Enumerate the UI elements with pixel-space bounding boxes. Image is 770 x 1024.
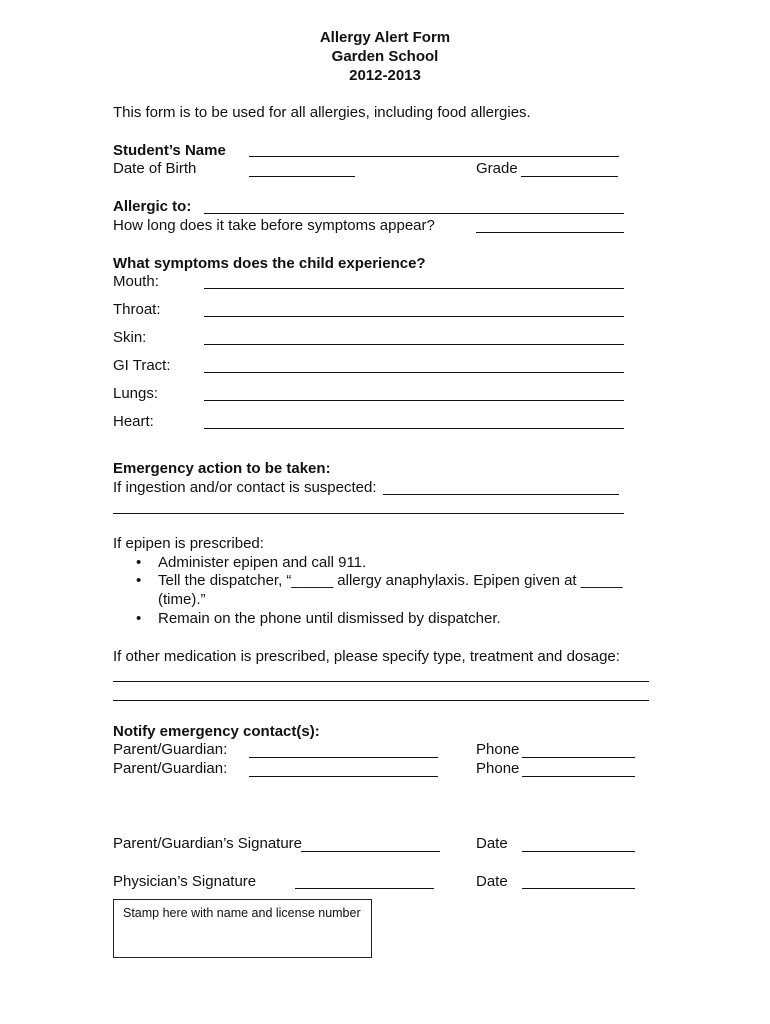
phone-1-field[interactable]: [522, 757, 635, 758]
parent-guardian-2-field[interactable]: [249, 776, 438, 777]
parent-date-label: Date: [476, 835, 508, 852]
other-medication-field-2[interactable]: [113, 700, 649, 701]
parent-date-field[interactable]: [522, 851, 635, 852]
parent-guardian-2-label: Parent/Guardian:: [113, 760, 228, 777]
intro-text: This form is to be used for all allergies, including food allergies.: [113, 104, 531, 121]
symptoms-heading: What symptoms does the child experience?: [113, 255, 426, 272]
symptom-label-skin: Skin:: [113, 329, 147, 346]
parent-signature-label: Parent/Guardian’s Signature: [113, 835, 303, 852]
form-title: Allergy Alert Form: [319, 29, 451, 46]
other-medication-label: If other medication is prescribed, please specify type, treatment and dosage:: [113, 648, 620, 665]
phone-2-label: Phone: [476, 760, 520, 777]
allergic-to-label: Allergic to:: [113, 198, 192, 215]
onset-question: How long does it take before symptoms appear?: [113, 217, 435, 234]
physician-signature-label: Physician’s Signature: [113, 873, 257, 890]
symptom-label-gi-tract: GI Tract:: [113, 357, 171, 374]
symptom-field-skin[interactable]: [204, 344, 624, 345]
grade-field[interactable]: [521, 176, 618, 177]
epipen-step-remain: Remain on the phone until dismissed by dispatcher.: [158, 610, 501, 627]
emergency-heading: Emergency action to be taken:: [113, 460, 331, 477]
stamp-label: Stamp here with name and license number: [123, 906, 361, 920]
symptom-label-throat: Throat:: [113, 301, 161, 318]
physician-date-field[interactable]: [522, 888, 635, 889]
phone-1-label: Phone: [476, 741, 520, 758]
ingestion-label: If ingestion and/or contact is suspected:: [113, 479, 377, 496]
physician-date-label: Date: [476, 873, 508, 890]
symptom-label-lungs: Lungs:: [113, 385, 159, 402]
epipen-step-administer: Administer epipen and call 911.: [158, 554, 367, 571]
symptom-field-heart[interactable]: [204, 428, 624, 429]
parent-signature-field[interactable]: [301, 851, 440, 852]
bullet-icon: •: [136, 610, 142, 627]
epipen-step-dispatcher-continued: (time).”: [158, 591, 206, 608]
symptom-field-lungs[interactable]: [204, 400, 624, 401]
physician-signature-field[interactable]: [295, 888, 434, 889]
bullet-icon: •: [136, 554, 142, 571]
symptom-label-heart: Heart:: [113, 413, 154, 430]
other-medication-field-1[interactable]: [113, 681, 649, 682]
student-name-field[interactable]: [249, 156, 619, 157]
dob-label: Date of Birth: [113, 160, 197, 177]
parent-guardian-1-label: Parent/Guardian:: [113, 741, 228, 758]
bullet-icon: •: [136, 572, 142, 589]
symptom-field-gi-tract[interactable]: [204, 372, 624, 373]
epipen-intro: If epipen is prescribed:: [113, 535, 264, 552]
stamp-box[interactable]: [113, 899, 372, 958]
symptom-field-mouth[interactable]: [204, 288, 624, 289]
ingestion-field-continued[interactable]: [113, 513, 624, 514]
contacts-heading: Notify emergency contact(s):: [113, 723, 320, 740]
school-year: 2012-2013: [349, 67, 421, 84]
phone-2-field[interactable]: [522, 776, 635, 777]
grade-label: Grade: [476, 160, 518, 177]
onset-field[interactable]: [476, 232, 624, 233]
symptom-field-throat[interactable]: [204, 316, 624, 317]
dob-field[interactable]: [249, 176, 355, 177]
symptom-label-mouth: Mouth:: [113, 273, 159, 290]
parent-guardian-1-field[interactable]: [249, 757, 438, 758]
ingestion-field[interactable]: [383, 494, 619, 495]
school-name: Garden School: [331, 48, 439, 65]
student-name-label: Student’s Name: [113, 142, 226, 159]
allergic-to-field[interactable]: [204, 213, 624, 214]
epipen-step-dispatcher: Tell the dispatcher, “_____ allergy anaphylaxis. Epipen given at _____: [158, 572, 623, 589]
